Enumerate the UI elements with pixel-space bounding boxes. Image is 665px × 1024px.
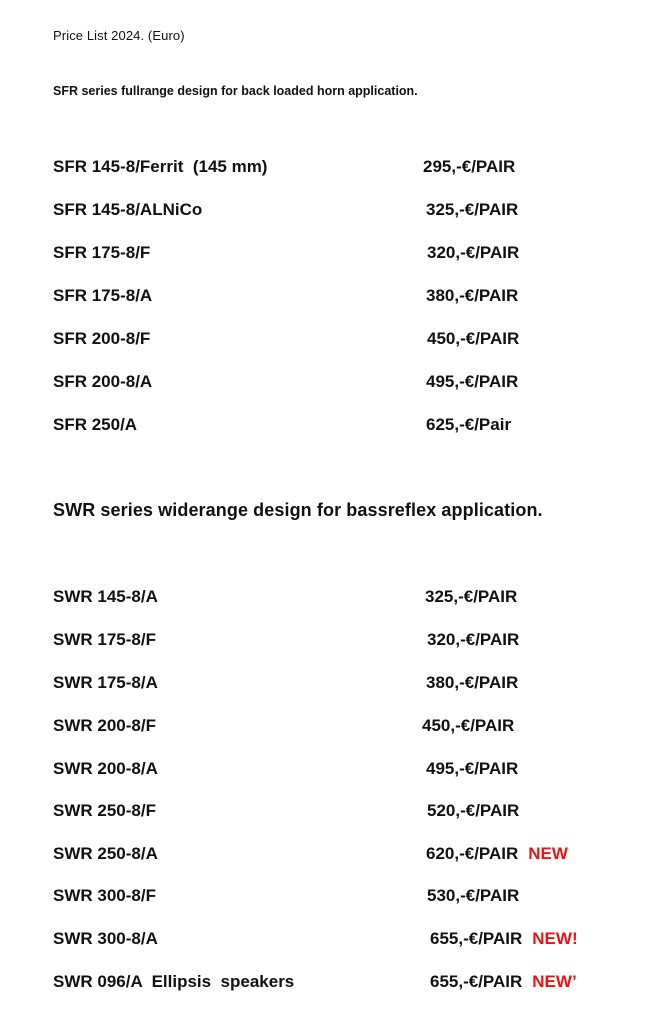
product-name: SFR 200-8/F — [53, 329, 151, 348]
price-value: 450,-€/PAIR — [422, 716, 515, 735]
price-value: 620,-€/PAIR — [426, 844, 519, 863]
product-name: SWR 200-8/F — [53, 716, 156, 735]
product-name: SWR 300-8/F — [53, 886, 156, 905]
price-row — [53, 716, 633, 742]
product-name: SFR 175-8/F — [53, 243, 151, 262]
product-name: SFR 250/A — [53, 415, 138, 434]
product-name: SFR 145-8/ALNiCo — [53, 200, 203, 219]
product-price — [427, 243, 519, 263]
price-value: 380,-€/PAIR — [426, 673, 519, 692]
price-row — [53, 886, 633, 912]
price-row — [53, 630, 633, 656]
new-badge: NEW! — [532, 929, 578, 948]
price-row — [53, 972, 633, 998]
price-row — [53, 844, 633, 870]
price-value: 655,-€/PAIR — [430, 929, 523, 948]
product-name: SWR 096/A Ellipsis speakers — [53, 972, 295, 991]
new-badge: NEW — [528, 844, 568, 863]
product-price — [426, 844, 568, 864]
swr-section-title: SWR series widerange design for bassreflex application. — [53, 500, 543, 520]
price-value: 380,-€/PAIR — [426, 286, 519, 305]
price-value: 450,-€/PAIR — [427, 329, 520, 348]
product-name: SFR 175-8/A — [53, 286, 153, 305]
price-value: 625,-€/Pair — [426, 415, 512, 434]
product-name: SWR 250-8/F — [53, 801, 156, 820]
product-price — [426, 415, 511, 435]
product-name: SFR 145-8/Ferrit (145 mm) — [53, 157, 268, 176]
product-price — [423, 157, 515, 177]
product-name: SWR 175-8/F — [53, 630, 156, 649]
product-name: SWR 200-8/A — [53, 759, 158, 778]
product-price — [426, 372, 518, 392]
product-price — [427, 801, 519, 821]
price-row — [53, 929, 633, 955]
price-row — [53, 673, 633, 699]
product-price — [426, 673, 518, 693]
product-price — [426, 200, 518, 220]
price-value: 325,-€/PAIR — [425, 587, 518, 606]
product-name: SFR 200-8/A — [53, 372, 153, 391]
product-price — [426, 286, 518, 306]
price-row — [53, 329, 633, 355]
price-row — [53, 801, 633, 827]
page-header: Price List 2024. (Euro) — [53, 28, 185, 43]
price-value: 325,-€/PAIR — [426, 200, 519, 219]
product-price — [427, 886, 519, 906]
price-value: 495,-€/PAIR — [426, 759, 519, 778]
product-price — [426, 759, 518, 779]
price-row — [53, 587, 633, 613]
price-value: 295,-€/PAIR — [423, 157, 516, 176]
price-value: 320,-€/PAIR — [427, 243, 520, 262]
product-price — [427, 329, 519, 349]
price-row — [53, 243, 633, 269]
price-value: 520,-€/PAIR — [427, 801, 520, 820]
price-row — [53, 759, 633, 785]
product-price — [427, 630, 519, 650]
price-row — [53, 157, 633, 183]
price-value: 530,-€/PAIR — [427, 886, 520, 905]
sfr-section-title: SFR series fullrange design for back loaded horn application. — [53, 84, 418, 98]
new-badge: NEW’ — [532, 972, 577, 991]
price-row — [53, 286, 633, 312]
price-row — [53, 415, 633, 441]
price-value: 495,-€/PAIR — [426, 372, 519, 391]
price-row — [53, 200, 633, 226]
price-row — [53, 372, 633, 398]
product-price — [422, 716, 514, 736]
product-name: SWR 145-8/A — [53, 587, 158, 606]
product-name: SWR 250-8/A — [53, 844, 158, 863]
product-name: SWR 300-8/A — [53, 929, 158, 948]
product-price — [425, 587, 517, 607]
product-name: SWR 175-8/A — [53, 673, 158, 692]
price-value: 320,-€/PAIR — [427, 630, 520, 649]
product-price — [430, 972, 577, 992]
price-value: 655,-€/PAIR — [430, 972, 523, 991]
product-price — [430, 929, 578, 949]
